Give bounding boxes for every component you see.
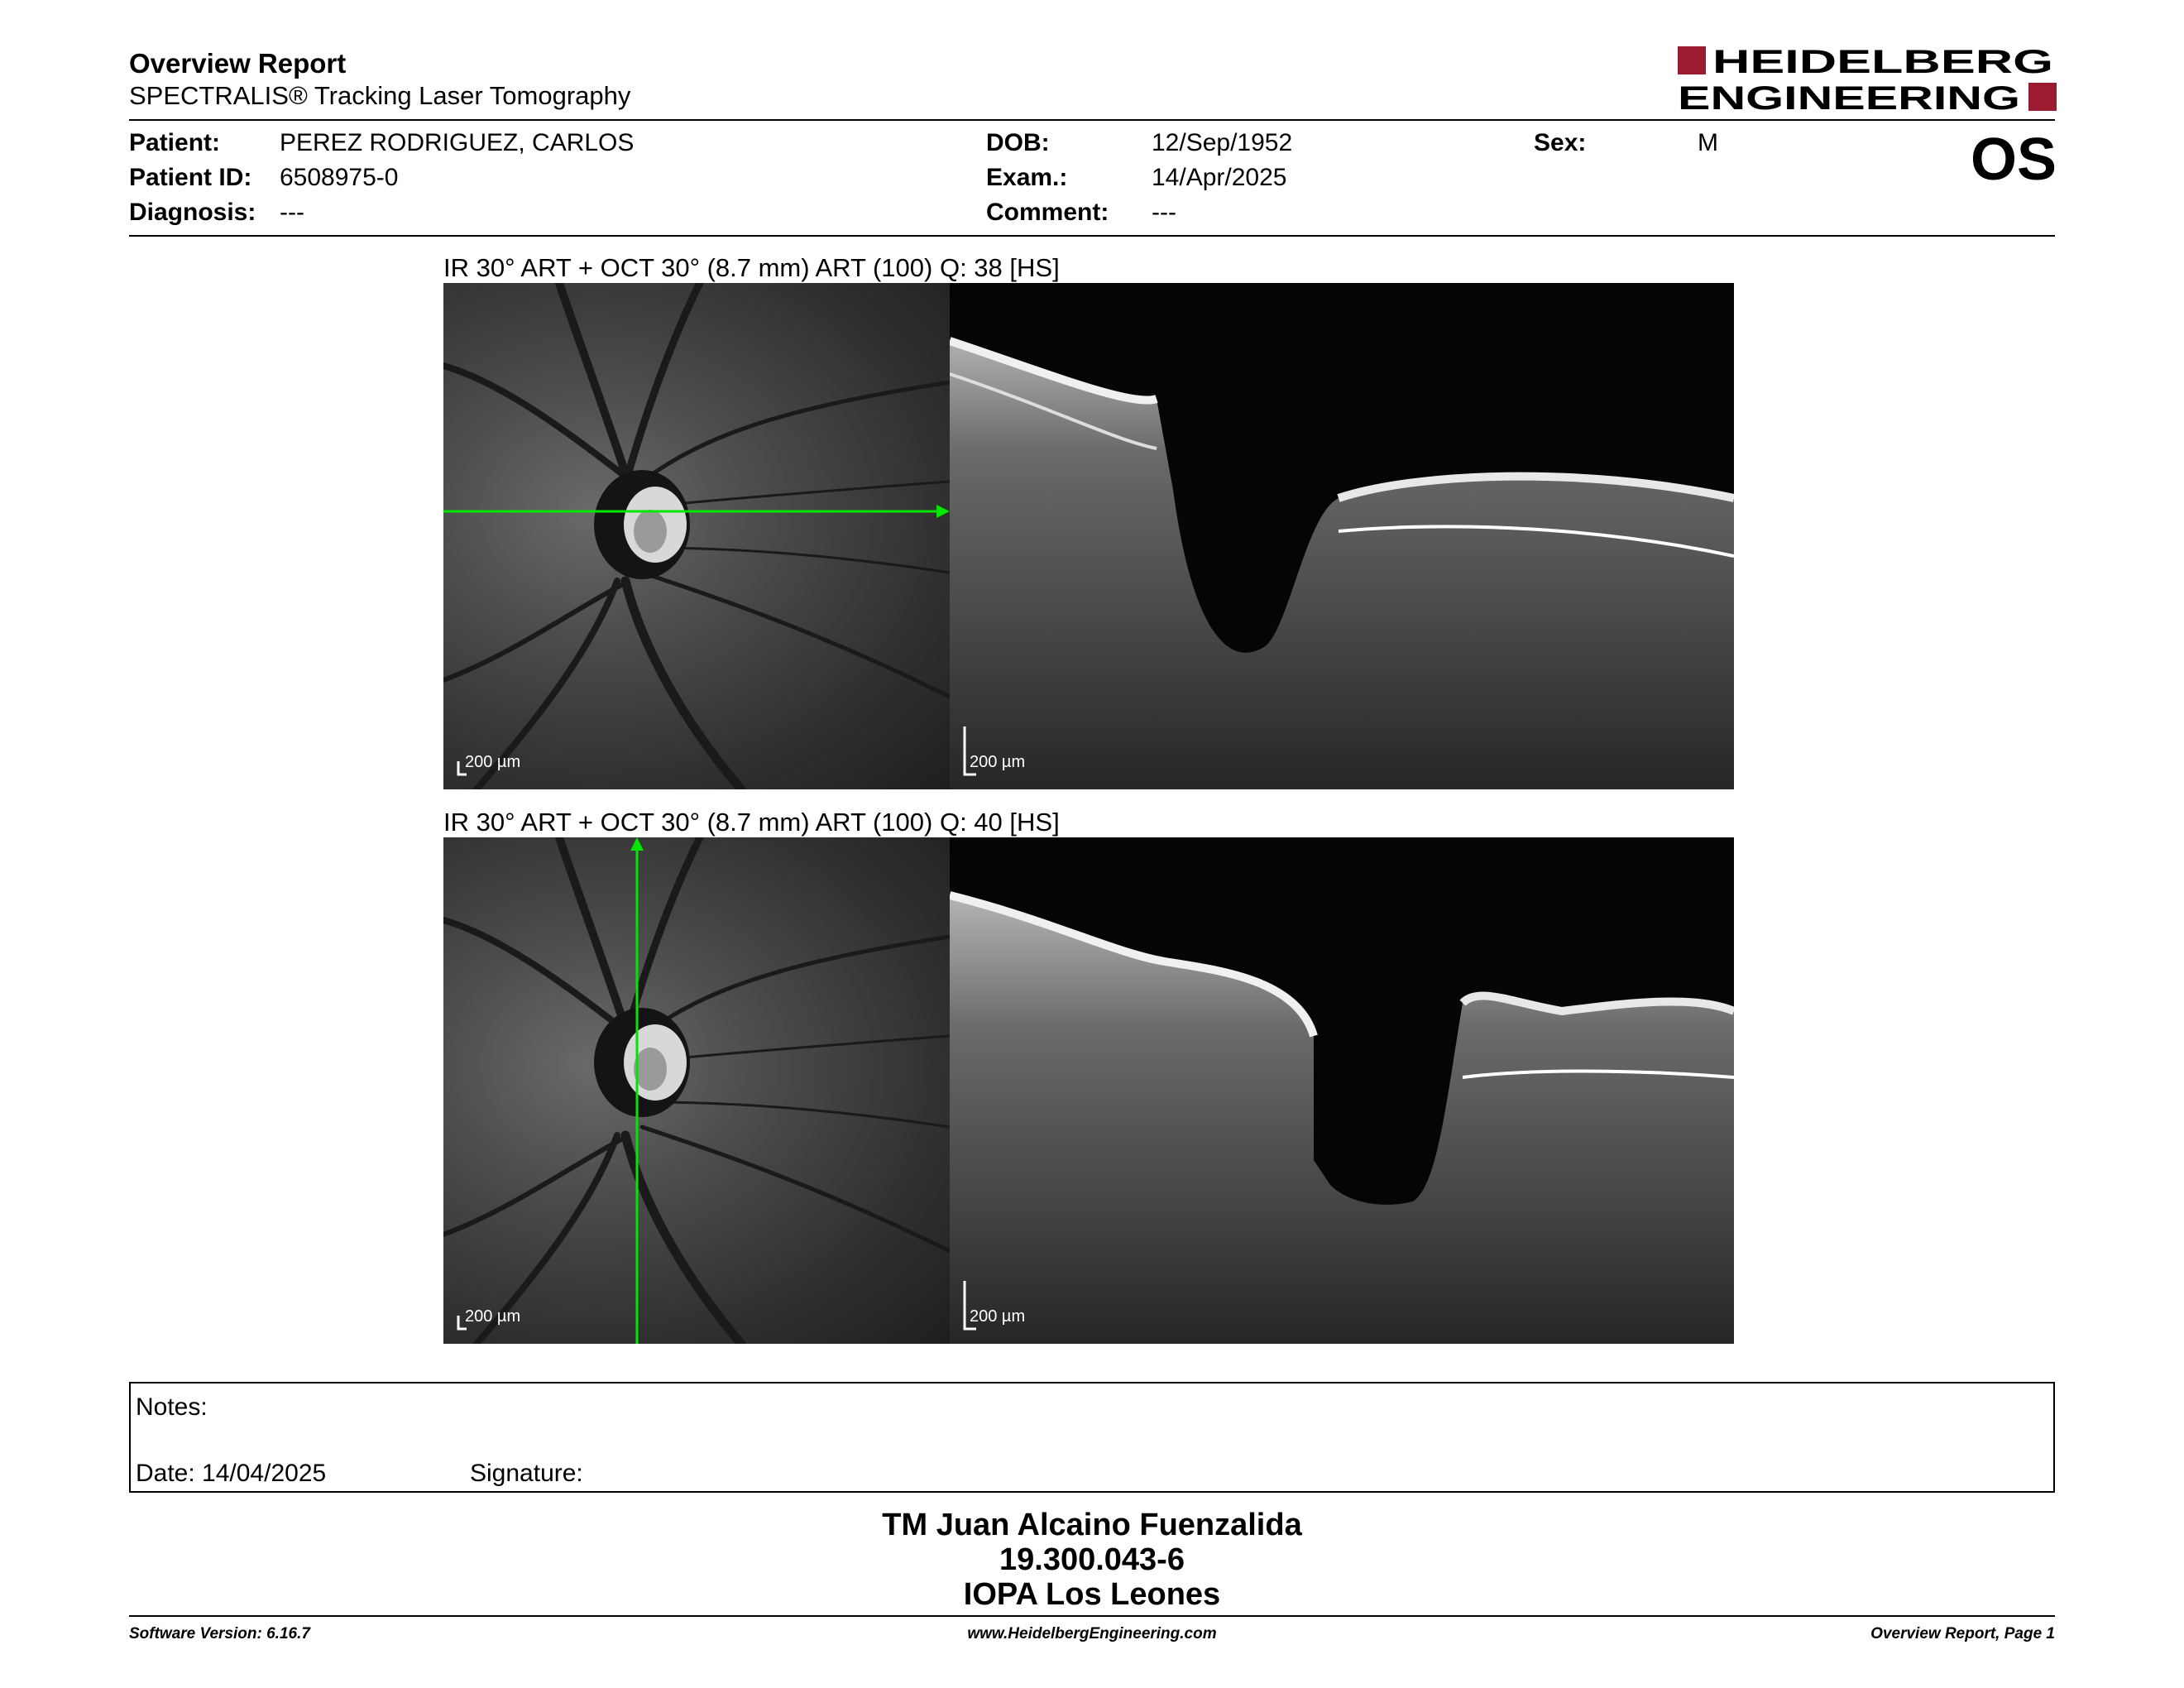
diagnosis-label: Diagnosis:	[129, 199, 256, 226]
header-divider	[129, 119, 2055, 121]
report-subtitle: SPECTRALIS® Tracking Laser Tomography	[129, 81, 631, 110]
exam-label: Exam.:	[986, 164, 1068, 191]
dob-value: 12/Sep/1952	[1152, 129, 1293, 156]
dob-label: DOB:	[986, 129, 1050, 156]
scan-line-horizontal	[443, 283, 950, 789]
ir-scale-label-1: 200 µm	[465, 753, 521, 771]
sex-value: M	[1698, 129, 1718, 156]
signatory-name: TM Juan Alcaino Fuenzalida	[882, 1508, 1302, 1542]
signatory-institution: IOPA Los Leones	[963, 1577, 1221, 1612]
comment-value: ---	[1152, 199, 1176, 226]
oct-bscan-image-1	[950, 283, 1734, 789]
comment-label: Comment:	[986, 199, 1109, 226]
eye-laterality: OS	[1971, 127, 2057, 193]
brand-line2: ENGINEERING	[1678, 80, 2020, 114]
oct-scale-label-1: 200 µm	[970, 753, 1026, 771]
page-indicator: Overview Report, Page 1	[1870, 1625, 2055, 1642]
patient-id-value: 6508975-0	[280, 164, 399, 191]
sex-label: Sex:	[1534, 129, 1587, 156]
website-link[interactable]: www.HeidelbergEngineering.com	[967, 1625, 1217, 1642]
scan-line-vertical	[443, 837, 950, 1344]
patient-id-label: Patient ID:	[129, 164, 252, 191]
footer-divider	[129, 1615, 2055, 1617]
brand-line1: HEIDELBERG	[1712, 45, 2053, 80]
date-label: Date: 14/04/2025	[136, 1460, 327, 1487]
software-version: Software Version: 6.16.7	[129, 1625, 310, 1642]
scan-title-1: IR 30° ART + OCT 30° (8.7 mm) ART (100) Q: 38 [HS]	[443, 253, 1060, 282]
patient-divider	[129, 235, 2055, 237]
scan-title-2: IR 30° ART + OCT 30° (8.7 mm) ART (100) Q: 40 [HS]	[443, 808, 1060, 837]
report-title: Overview Report	[129, 48, 347, 79]
notes-label: Notes:	[136, 1393, 208, 1421]
oct-scale-label-2: 200 µm	[970, 1307, 1026, 1326]
ir-fundus-image-2	[443, 837, 950, 1344]
heidelberg-logo	[1678, 45, 2058, 114]
notes-box[interactable]	[129, 1382, 2055, 1493]
patient-value: PEREZ RODRIGUEZ, CARLOS	[280, 129, 635, 156]
signatory-id: 19.300.043-6	[999, 1542, 1185, 1577]
ir-fundus-image-1	[443, 283, 950, 789]
signature-label: Signature:	[470, 1460, 583, 1487]
ir-scale-label-2: 200 µm	[465, 1307, 521, 1326]
oct-bscan-image-2	[950, 837, 1734, 1344]
exam-value: 14/Apr/2025	[1152, 164, 1287, 191]
diagnosis-value: ---	[280, 199, 304, 226]
patient-label: Patient:	[129, 129, 221, 156]
